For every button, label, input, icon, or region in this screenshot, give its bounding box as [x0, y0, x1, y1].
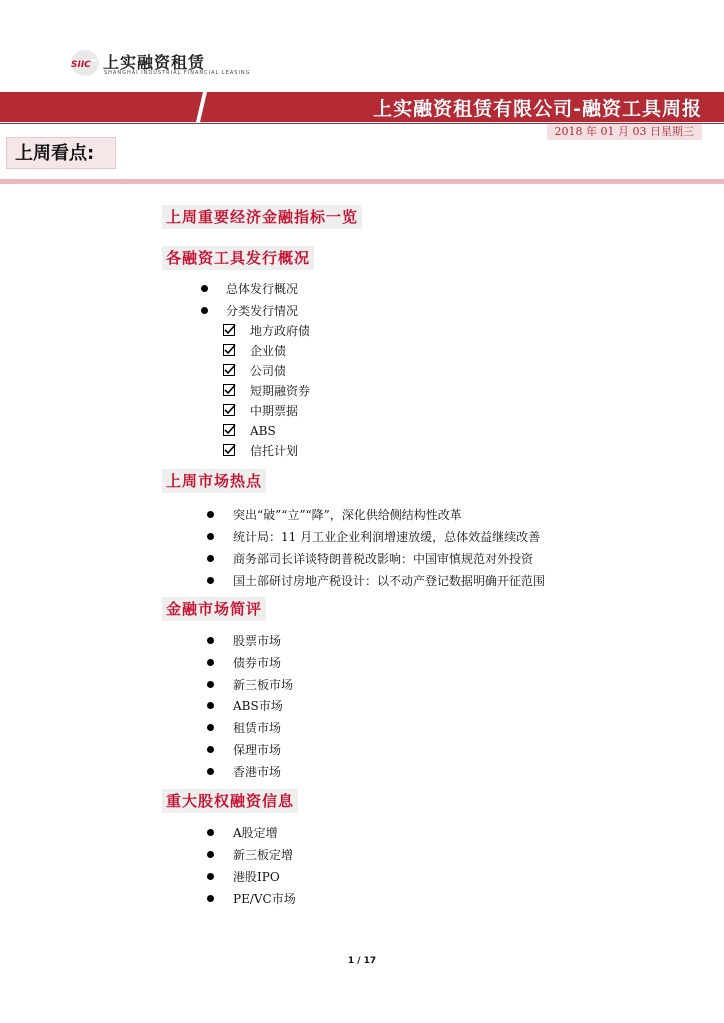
bullet-icon [207, 637, 214, 644]
bullet-icon [207, 681, 214, 688]
bullet-icon [207, 895, 214, 902]
list-item: 新三板市场 [233, 678, 294, 692]
page-number: 1 / 17 [347, 956, 377, 966]
bullet-icon [207, 702, 214, 709]
divider [0, 179, 724, 184]
list-item: 统计局：11 月工业企业利润增速放缓，总体效益继续改善 [233, 530, 541, 544]
list-item: 企业债 [250, 344, 287, 358]
list-item: 商务部司长详谈特朗普税改影响：中国审慎规范对外投资 [233, 552, 534, 566]
list-item: 租赁市场 [233, 721, 282, 735]
heading-market-review: 金融市场简评 [162, 597, 266, 621]
list-item: A股定增 [233, 826, 278, 840]
list-item: 短期融资券 [250, 384, 311, 398]
heading-hotspots: 上周市场热点 [162, 469, 266, 493]
list-item: 国土部研讨房地产税设计：以不动产登记数据明确开征范围 [233, 574, 546, 588]
list-item: 分类发行情况 [226, 304, 299, 318]
list-item: 香港市场 [233, 765, 282, 779]
logo-mark-text: SIIC [71, 60, 91, 70]
logo-cn-text: 上实融资租赁 [103, 53, 206, 72]
bullet-icon [207, 533, 214, 540]
list-item: ABS市场 [233, 699, 283, 713]
checkbox-checked-icon [223, 444, 236, 457]
bullet-icon [207, 829, 214, 836]
checkbox-checked-icon [223, 384, 236, 397]
list-item: 中期票据 [250, 404, 299, 418]
heading-equity-financing: 重大股权融资信息 [162, 789, 298, 813]
logo-en-text: SHANGHAI INDUSTRIAL FINANCIAL LEASING [104, 70, 251, 76]
checkbox-checked-icon [223, 404, 236, 417]
checkbox-checked-icon [223, 344, 236, 357]
checkbox-checked-icon [223, 424, 236, 437]
bullet-icon [207, 768, 214, 775]
list-item: PE/VC市场 [233, 892, 296, 906]
list-item: 债券市场 [233, 656, 282, 670]
bullet-icon [207, 511, 214, 518]
siic-logo-icon [70, 48, 100, 78]
bullet-icon [201, 285, 208, 292]
list-item: 信托计划 [250, 444, 299, 458]
list-item: ABS [250, 424, 276, 438]
list-item: 保理市场 [233, 743, 282, 757]
bullet-icon [207, 724, 214, 731]
report-date: 2018 年 01 月 03 日星期三 [547, 124, 702, 140]
list-item: 股票市场 [233, 634, 282, 648]
checkbox-checked-icon [223, 364, 236, 377]
list-item: 地方政府债 [250, 324, 311, 338]
section-title: 上周看点: [6, 137, 116, 169]
bullet-icon [207, 555, 214, 562]
list-item: 突出“破”“立”“降”，深化供给侧结构性改革 [233, 508, 462, 522]
heading-indicators: 上周重要经济金融指标一览 [162, 205, 362, 229]
company-logo [70, 46, 251, 80]
checkbox-checked-icon [223, 324, 236, 337]
list-item: 总体发行概况 [226, 282, 299, 296]
list-item: 新三板定增 [233, 848, 294, 862]
bullet-icon [201, 307, 208, 314]
list-item: 公司债 [250, 364, 287, 378]
heading-issuance: 各融资工具发行概况 [162, 246, 314, 270]
bullet-icon [207, 659, 214, 666]
report-title: 上实融资租赁有限公司-融资工具周报 [373, 98, 702, 120]
list-item: 港股IPO [233, 870, 280, 884]
bullet-icon [207, 577, 214, 584]
bullet-icon [207, 873, 214, 880]
bullet-icon [207, 746, 214, 753]
bullet-icon [207, 851, 214, 858]
